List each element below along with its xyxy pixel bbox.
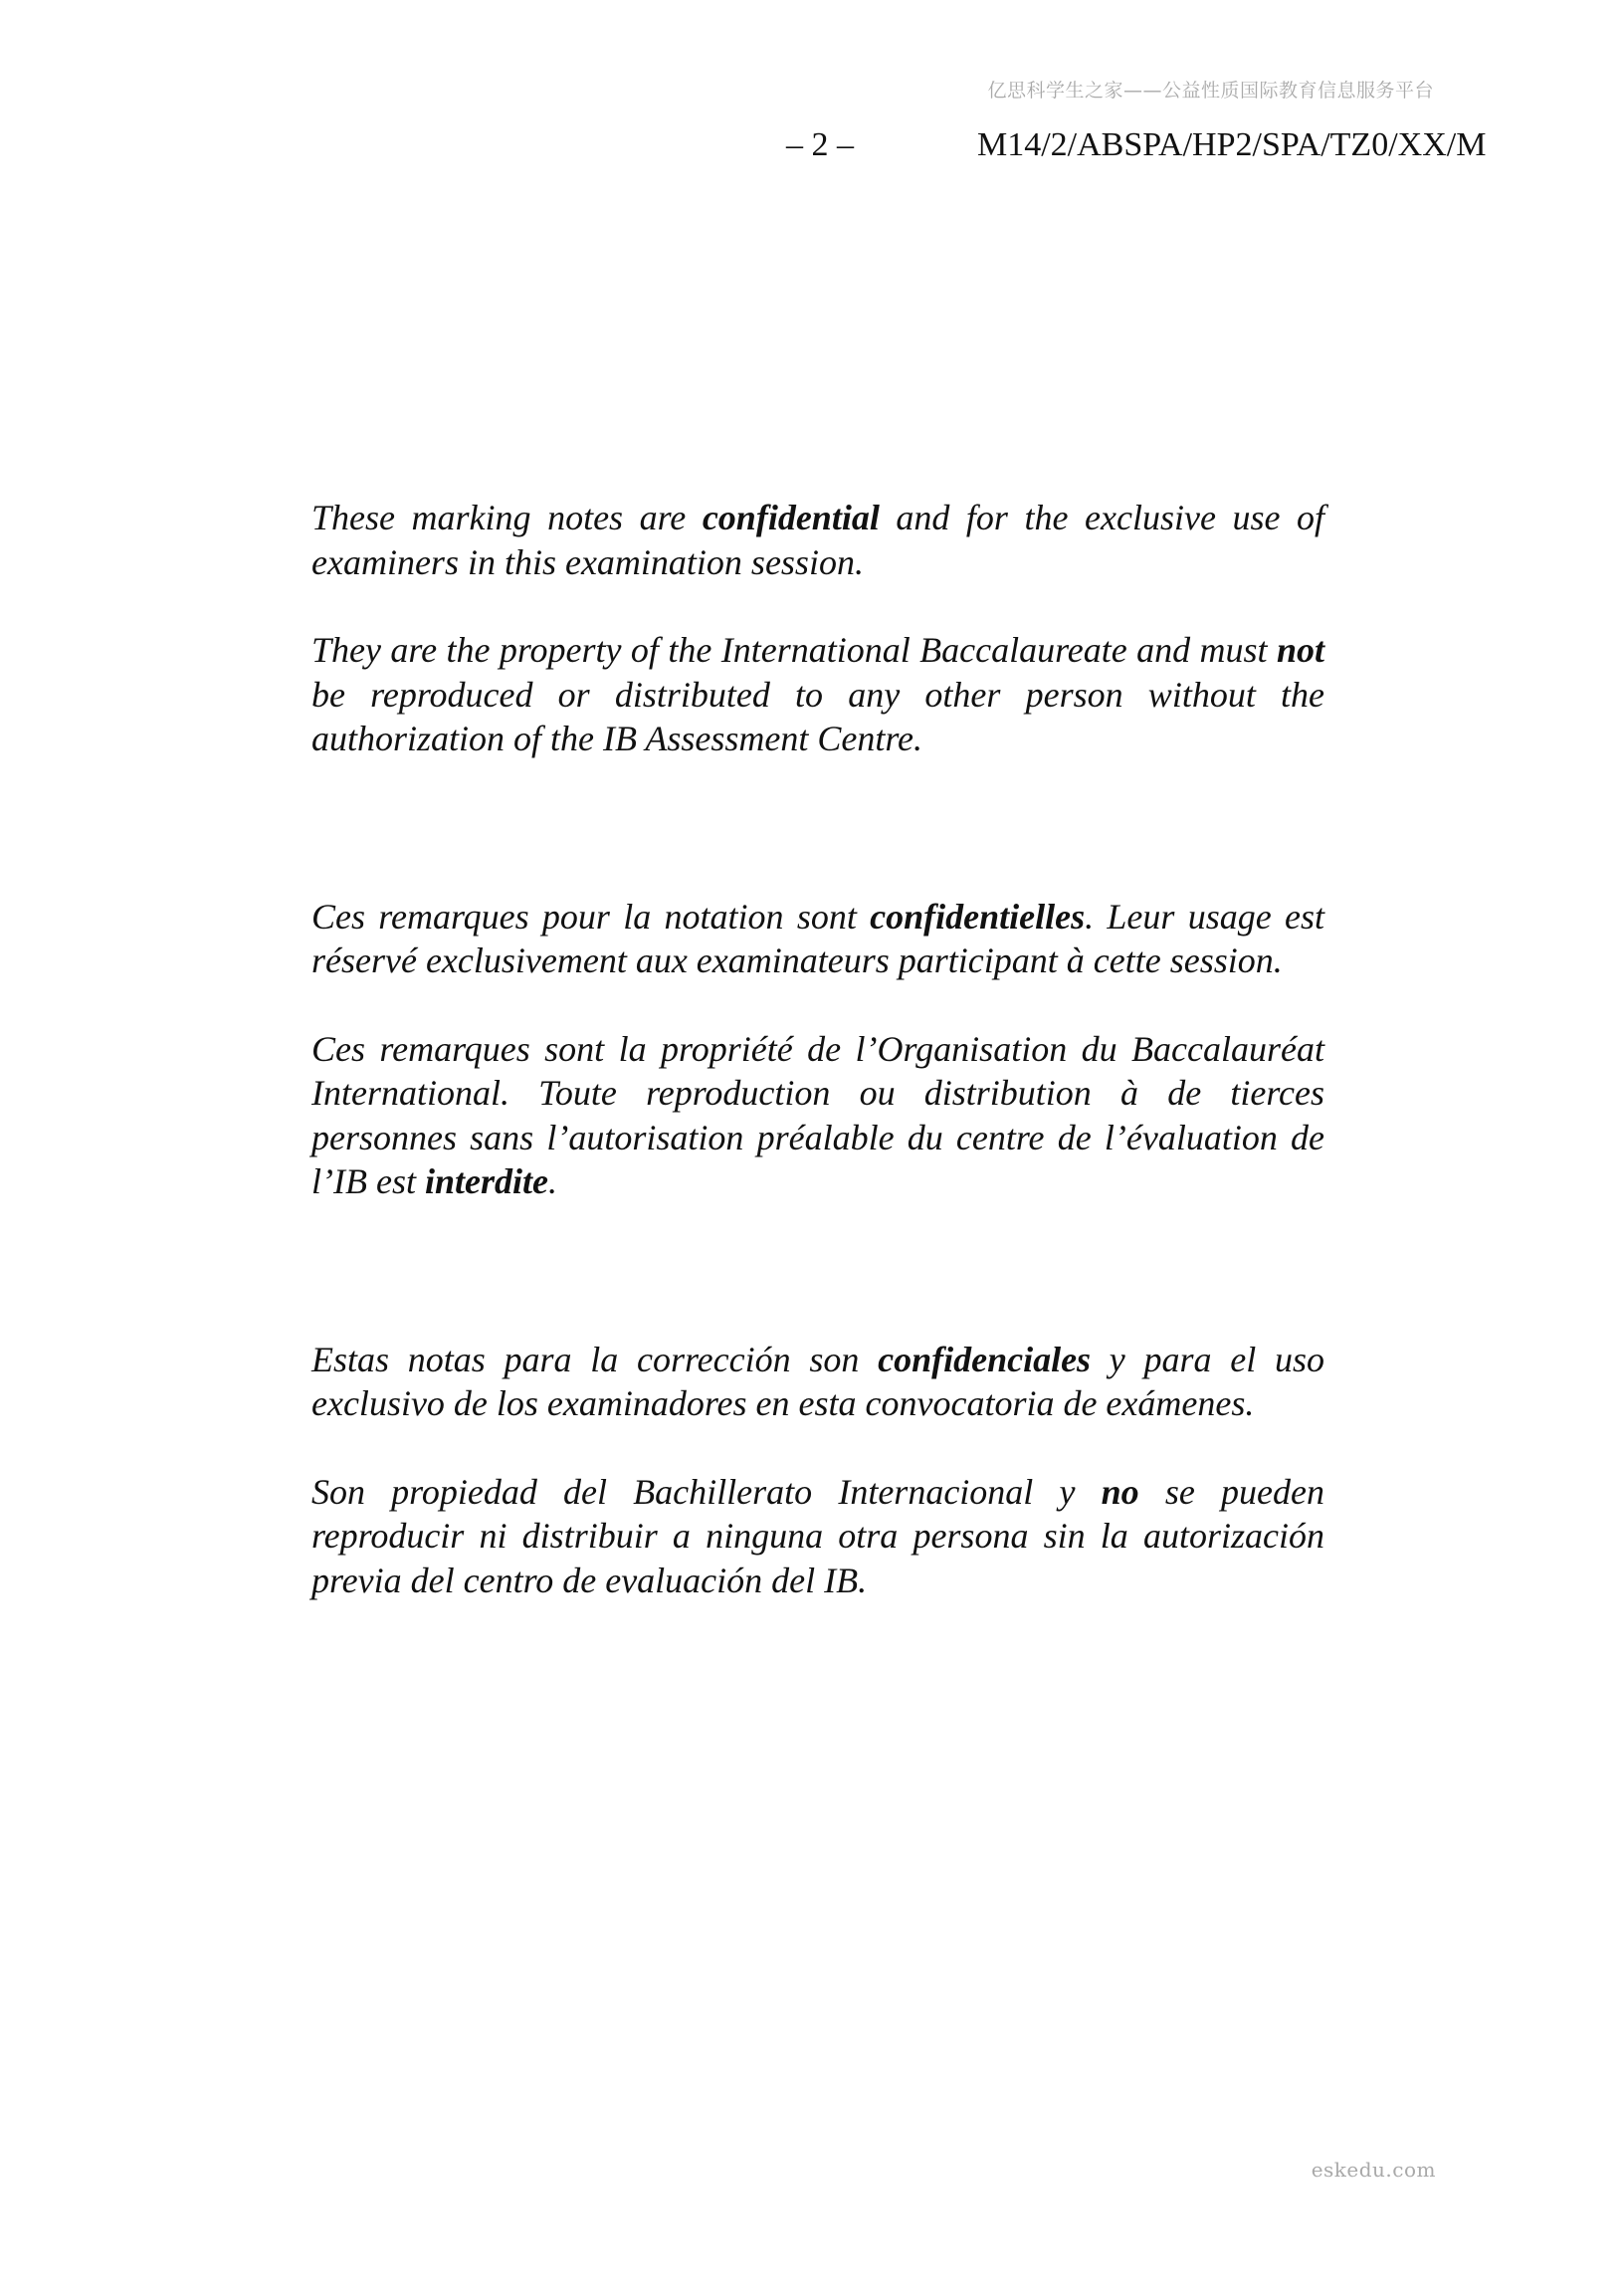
notice-english [311,496,1324,761]
text-run: and for the exclusive use of examiners in this examination session. [311,498,1325,582]
section-spacer [311,805,1324,895]
watermark-top: 亿思科学生之家——公益性质国际教育信息服务平台 [987,80,1434,102]
notice-paragraph [311,1027,1324,1204]
emphasis: confidential [702,498,880,537]
emphasis: interdite [424,1161,548,1201]
notice-paragraph [311,496,1324,584]
notice-spanish [311,1338,1324,1603]
notice-paragraph [311,628,1324,761]
text-run: Estas notas para la corrección son [311,1339,879,1379]
emphasis: not [1276,630,1324,670]
section-spacer [311,1248,1324,1338]
text-run: be reproduced or distributed to any other person without the authorization of the IB Assessment Centre. [311,674,1324,758]
text-run: . [547,1161,557,1201]
text-run: These marking notes are [311,498,703,537]
text-run: Ces remarques pour la notation sont [311,896,871,937]
text-run: . Leur usage est réservé exclusivement aux examinateurs participant à cette session. [311,896,1324,980]
watermark-bottom: eskedu.com [1311,2158,1436,2182]
emphasis: confidenciales [878,1339,1092,1379]
text-run: Ces remarques sont la propriété de l’Organisation du Baccalauréat International. Toute reproduction ou distribution à de tierces personnes sans l’autorisation préalable du centre de l’évaluation de l’IB est [311,1028,1324,1201]
text-run: se pueden reproducir ni distribuir a ninguna otra persona sin la autorización previa del centro de evaluación del IB. [311,1471,1324,1600]
text-run: Son propiedad del Bachillerato Internacional y [311,1471,1102,1512]
confidentiality-notice [311,496,1324,1646]
notice-paragraph [311,895,1324,983]
document-code: M14/2/ABSPA/HP2/SPA/TZ0/XX/M [977,126,1487,163]
emphasis: confidentielles [870,896,1086,937]
page-number: – 2 – [786,126,854,163]
emphasis: no [1101,1471,1139,1512]
notice-paragraph [311,1470,1324,1603]
text-run: y para el uso exclusivo de los examinadores en esta convocatoria de exámenes. [311,1339,1324,1423]
text-run: They are the property of the International Baccalaureate and must [311,630,1277,670]
notice-paragraph [311,1338,1324,1426]
notice-french [311,895,1324,1204]
page-header [0,126,1623,170]
